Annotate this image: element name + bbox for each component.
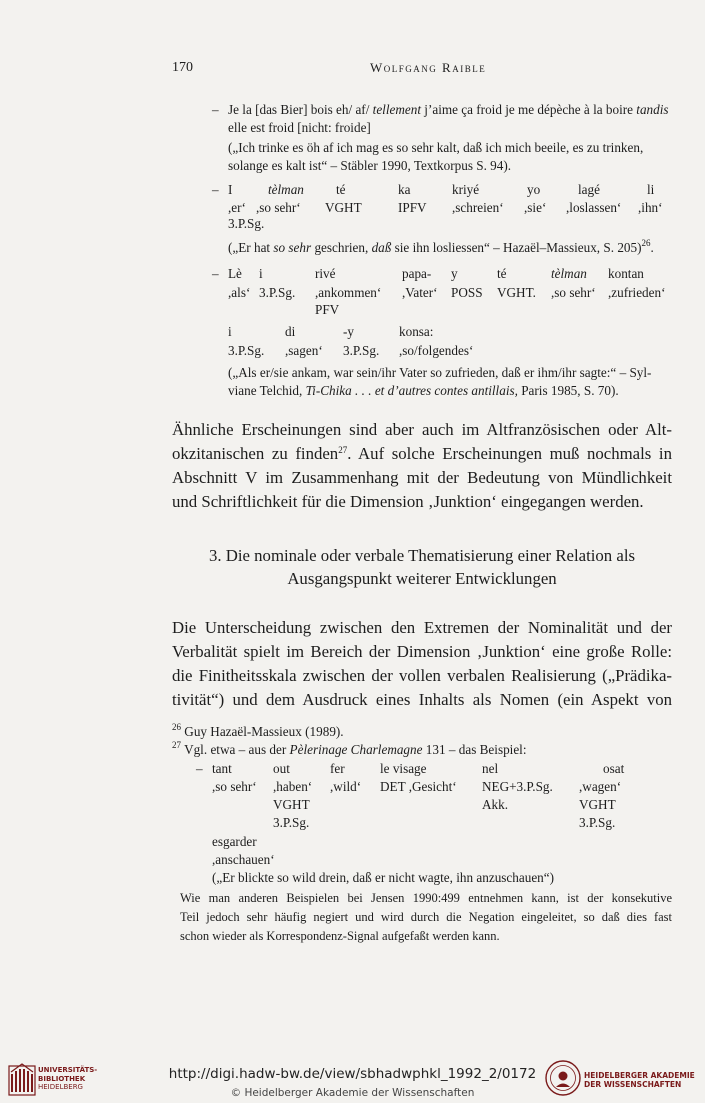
copyright-text: © Heidelberger Akademie der Wissenschaften bbox=[230, 1087, 475, 1099]
gloss: ,haben‘ bbox=[273, 779, 313, 794]
word: papa- bbox=[402, 266, 432, 281]
gloss: ,ankommen‘ bbox=[315, 285, 382, 300]
word: kriyé bbox=[452, 182, 480, 197]
academy-seal-icon bbox=[544, 1059, 582, 1097]
gloss: IPFV bbox=[398, 200, 427, 215]
word: le visage bbox=[380, 761, 427, 776]
gloss: ,ihn‘ bbox=[638, 200, 663, 215]
example-1-translation: („Ich trinke es öh af ich mag es so sehr kalt, daß ich mich beeile, es zu trinken, bbox=[228, 140, 644, 155]
gloss: VGHT. bbox=[497, 285, 536, 300]
gloss: ,wild‘ bbox=[330, 779, 362, 794]
gloss: 3.P.Sg. bbox=[228, 343, 265, 358]
word: tant bbox=[212, 761, 232, 776]
word: konsa: bbox=[399, 324, 434, 339]
word: yo bbox=[527, 182, 541, 197]
word: y bbox=[451, 266, 458, 281]
word: osat bbox=[603, 761, 625, 776]
footnote-26: $^{26}$ Guy Hazaël-Massieux (1989). bbox=[172, 722, 344, 739]
gloss: ,zufrieden‘ bbox=[608, 285, 666, 300]
word: i bbox=[228, 324, 232, 339]
gloss: ,schreien‘ bbox=[452, 200, 504, 215]
section-heading-line-2: Ausgangspunkt weiterer Entwicklungen bbox=[287, 569, 557, 588]
example-2-translation: („Er hat so sehr geschrien, daß sie ihn losliessen“ – Hazaël–Massieux, S. 205)$^{26}$. bbox=[228, 238, 654, 255]
gloss: ,sagen‘ bbox=[285, 343, 323, 358]
word: -y bbox=[343, 324, 354, 339]
word: kontan bbox=[608, 266, 644, 281]
page-number: 170 bbox=[172, 60, 193, 75]
gloss: ,loslassen‘ bbox=[566, 200, 622, 215]
gloss: ,so sehr‘ bbox=[256, 200, 301, 215]
word: I bbox=[228, 182, 233, 197]
gloss: 3.P.Sg. bbox=[273, 815, 310, 830]
word: lagé bbox=[578, 182, 600, 197]
gloss: DET ,Gesicht‘ bbox=[380, 779, 457, 794]
gloss: 3.P.Sg. bbox=[579, 815, 616, 830]
example-1-line-2: elle est froid [nicht: froide] bbox=[228, 120, 371, 135]
word: i bbox=[259, 266, 263, 281]
gloss: VGHT bbox=[273, 797, 310, 812]
word: fer bbox=[330, 761, 345, 776]
gloss: ,so sehr‘ bbox=[551, 285, 596, 300]
word: nel bbox=[482, 761, 499, 776]
word: ka bbox=[398, 182, 411, 197]
document-url-link[interactable]: http://digi.hadw-bw.de/view/sbhadwphkl_1992_2/0172 bbox=[168, 1066, 537, 1082]
gloss: ,wagen‘ bbox=[579, 779, 622, 794]
gloss: POSS bbox=[451, 285, 483, 300]
word: tèlman bbox=[551, 266, 587, 281]
gloss: ,anschauen‘ bbox=[212, 852, 275, 867]
gloss: ,er‘ bbox=[228, 200, 246, 215]
example-1-line-1: Je la [das Bier] bois eh/ af/ tellement j’aime ça froid je me dépèche à la boire tandis bbox=[228, 102, 669, 117]
word: out bbox=[273, 761, 290, 776]
gloss: ,so/folgendes‘ bbox=[399, 343, 474, 358]
word: té bbox=[336, 182, 346, 197]
book-page: 170 Wolfgang Raible – Je la [das Bier] bois eh/ af/ tellement j’aime ça froid je me dépèche à la boire tandis elle est froid [nicht: froide] („Ich trinke es öh af ich mag es so sehr kalt, daß ich mich beeile, es zu trinken, solange es kalt ist“ – Stäbler 1990, Textkorpus S. 94). – I tèlman té ka kriyé yo lagé li ,er‘ ,so sehr‘ VGHT IPFV ,schreien‘ ,sie‘ ,loslassen‘ ,ihn‘ 3.P.Sg. („Er hat so sehr geschrien, daß sie ihn losliessen“ – Hazaël–Massieux, S. 205)$^{26}$. – Lè i rivé papa- y té tèlman kontan ,als‘ 3.P.Sg. ,ankommen‘ ,Vater‘ POSS VGHT. ,so sehr‘ ,zufrieden‘ PFV i di -y konsa: 3.P.Sg. ,sagen‘ 3.P.Sg. ,so/folgendes‘ („Als er/sie ankam, war sein/ihr Vater so zufrieden, daß er ihm/ihr sagte:“ – Syl- viane Telchid, Ti-Chika . . . et d’autres contes antillais, Paris 1985, S. 70). Ähnliche Erscheinungen sind aber auch im Altfranzösischen oder Alt- okzitanischen zu finden$^{27}$. Auf solche Erscheinungen muß nochmals in Abschnitt V im Zusammenhang mit der Bedeutung von Mündlichkeit und Schriftlichkeit für die Dimension ‚Junktion‘ eingegangen werden. 3. Die nominale oder verbale Thematisierung einer Relation als Ausgangspunkt weiterer Entwicklungen Die Unterscheidung zwischen den Extremen der Nominalität und der Verbalität spielt im Bereich der Dimension ‚Junktion‘ eine große Rolle: die Finitheitsskala zwischen der vollen verbalen Realisierung („Prädika- tivität“) und dem Ausdruck eines Inhalts als Nomen (ein Aspekt von $^{26}$ Guy Hazaël-Massieux (1989). $^{27}$ Vgl. etwa – aus der Pèlerinage Charlemagne 131 – das Beispiel: – tant out fer le visage nel osat ,so sehr‘ ,haben‘ ,wild‘ DET ,Gesicht‘ NEG+3.P.Sg. ,wagen‘ VGHT Akk. VGHT 3.P.Sg. 3.P.Sg. esgarder ,anschauen‘ („Er blickte so wild drein, daß er nicht wagte, ihn anzuschauen“) Wie man anderen Beispielen bei Jensen 1990:499 entnehmen kann, ist der konsekutive Teil jedoch sehr häufig negiert und wird durch die Negation eingeleitet, so daß dies fast schon wieder als Korrespondenz-Signal aufgefaßt werden kann. UNIVERSITÄTS- BIBLIOTHEK HEIDELBERG http://digi.hadw-bw.de/view/sbhadwphkl_1992_2/0172 © Heidelberger Akademie der Wissenschaften HEIDELBERGER AKADEMIE DER WISSENSCHAFTEN bbox=[0, 0, 705, 1103]
gloss: ,Vater‘ bbox=[402, 285, 438, 300]
word: Lè bbox=[228, 266, 242, 281]
word: rivé bbox=[315, 266, 336, 281]
gloss: ,als‘ bbox=[228, 285, 251, 300]
example-3-translation: („Als er/sie ankam, war sein/ihr Vater so zufrieden, daß er ihm/ihr sagte:“ – Syl- bbox=[228, 365, 652, 380]
word: tèlman bbox=[268, 182, 304, 197]
footnote-translation: („Er blickte so wild drein, daß er nicht wagte, ihn anzuschauen“) bbox=[212, 870, 555, 885]
word: té bbox=[497, 266, 507, 281]
gloss: NEG+3.P.Sg. bbox=[482, 779, 553, 794]
gloss: VGHT bbox=[325, 200, 362, 215]
gloss: Akk. bbox=[482, 797, 509, 812]
gloss: 3.P.Sg. bbox=[343, 343, 380, 358]
word: di bbox=[285, 324, 296, 339]
running-title: Wolfgang Raible bbox=[370, 60, 487, 75]
gloss: 3.P.Sg. bbox=[259, 285, 296, 300]
gloss: ,so sehr‘ bbox=[212, 779, 257, 794]
footnote-27: $^{27}$ Vgl. etwa – aus der Pèlerinage Charlemagne 131 – das Beispiel: bbox=[172, 740, 527, 757]
gloss: PFV bbox=[315, 302, 340, 317]
section-heading: 3. Die nominale oder verbale Thematisierung einer Relation als bbox=[208, 546, 636, 565]
word: li bbox=[647, 182, 655, 197]
gloss: VGHT bbox=[579, 797, 616, 812]
gloss: 3.P.Sg. bbox=[228, 216, 265, 231]
word: esgarder bbox=[212, 834, 257, 849]
gloss: ,sie‘ bbox=[524, 200, 547, 215]
